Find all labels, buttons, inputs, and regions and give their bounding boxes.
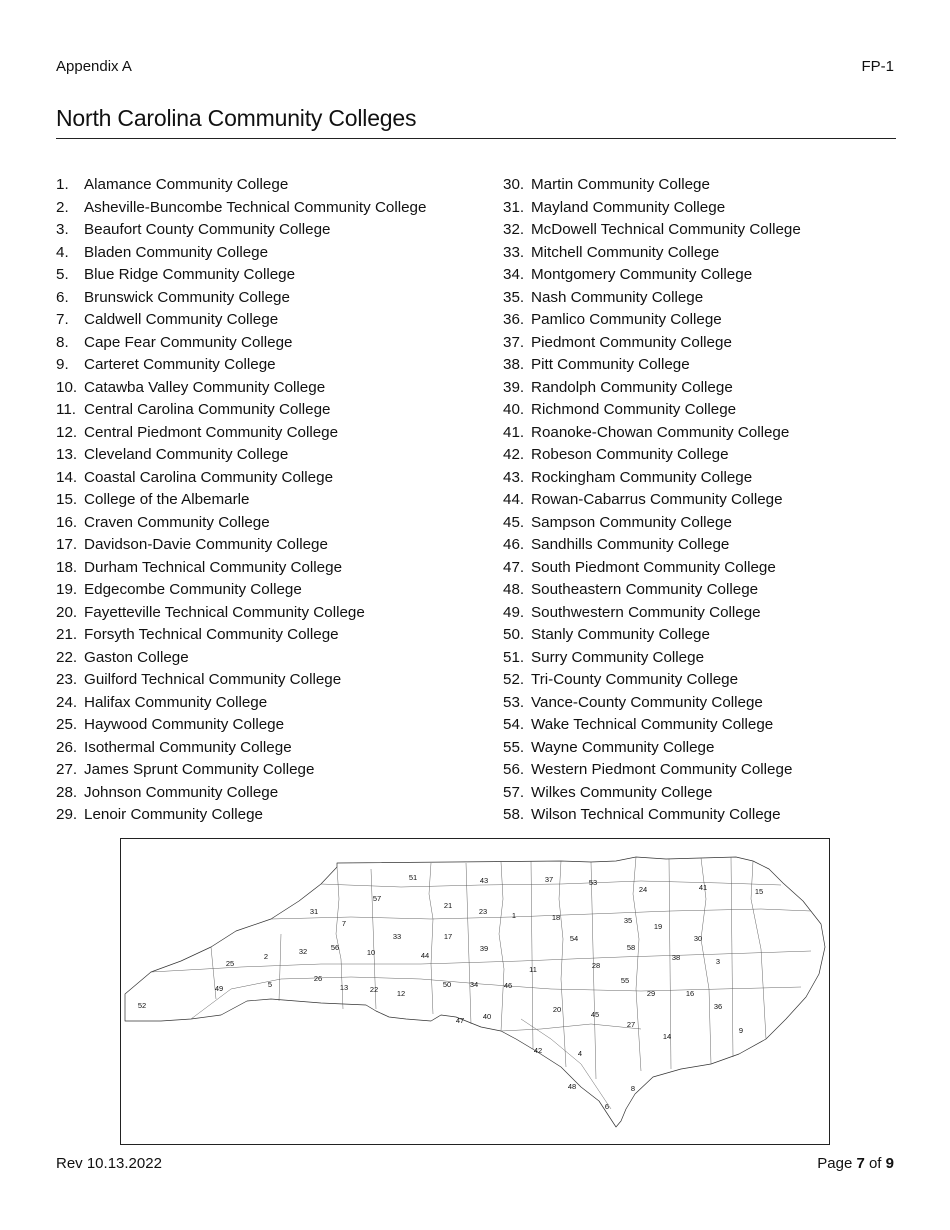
footer-page-number xyxy=(817,1155,894,1172)
college-list-item xyxy=(503,399,801,422)
college-list-item xyxy=(56,309,426,332)
map-region-label: 25 xyxy=(225,959,235,968)
college-number: 53. xyxy=(503,693,525,711)
map-region-label: 34 xyxy=(469,980,479,989)
map-region-label: 43 xyxy=(479,876,489,885)
map-region-label: 54 xyxy=(569,934,579,943)
college-number: 54. xyxy=(503,716,525,733)
college-list-item xyxy=(503,422,801,445)
college-number: 10. xyxy=(56,378,78,396)
college-name: Pamlico Community College xyxy=(531,311,722,328)
map-region-label: 23 xyxy=(478,907,488,916)
college-number: 9. xyxy=(56,356,69,373)
college-number: 48. xyxy=(503,581,525,598)
college-name: Robeson Community College xyxy=(531,446,729,463)
page-prefix: Page xyxy=(817,1155,857,1172)
map-region-label: 17 xyxy=(443,932,453,941)
college-number: 22. xyxy=(56,648,78,666)
map-region-label: 46 xyxy=(503,981,513,990)
college-list-item xyxy=(503,692,801,715)
college-name: College of the Albemarle xyxy=(84,491,250,508)
college-name: Sandhills Community College xyxy=(531,536,730,553)
college-number: 37. xyxy=(503,333,525,351)
college-name: Johnson Community College xyxy=(84,783,279,801)
college-number: 16. xyxy=(56,513,78,531)
college-name: Southeastern Community College xyxy=(531,581,759,598)
college-list-item xyxy=(56,512,426,535)
nc-county-map xyxy=(120,838,830,1145)
college-number: 19. xyxy=(56,581,78,598)
map-region-label: 10 xyxy=(366,948,376,957)
map-region-label: 7 xyxy=(341,919,347,928)
college-name: South Piedmont Community College xyxy=(531,558,776,576)
college-list-item xyxy=(503,309,801,332)
nc-map-svg xyxy=(121,839,829,1144)
college-number: 29. xyxy=(56,806,78,823)
map-region-label: 16 xyxy=(685,989,695,998)
map-region-label: 19 xyxy=(653,922,663,931)
map-region-label: 21 xyxy=(443,901,453,910)
college-list-item xyxy=(56,624,426,647)
page-of: of xyxy=(864,1155,886,1172)
map-region-label: 35 xyxy=(623,916,633,925)
college-name: Coastal Carolina Community College xyxy=(84,468,334,486)
college-number: 40. xyxy=(503,401,525,418)
map-region-label: 12 xyxy=(396,989,406,998)
college-name: Gaston College xyxy=(84,648,189,666)
college-number: 42. xyxy=(503,446,525,463)
map-region-label: 8 xyxy=(630,1084,636,1093)
college-list-item xyxy=(56,669,426,692)
college-name: Craven Community College xyxy=(84,513,270,531)
college-number: 23. xyxy=(56,671,78,688)
map-region-label: 29 xyxy=(646,989,656,998)
college-list-item xyxy=(503,624,801,647)
college-number: 32. xyxy=(503,221,525,238)
page-current: 7 xyxy=(856,1155,865,1172)
college-number: 47. xyxy=(503,558,525,576)
college-list-item xyxy=(503,714,801,737)
college-name: Beaufort County Community College xyxy=(84,221,331,238)
college-number: 12. xyxy=(56,423,78,441)
college-list-item xyxy=(56,737,426,760)
college-list-item xyxy=(503,782,801,805)
college-name: Martin Community College xyxy=(531,176,710,193)
college-number: 3. xyxy=(56,221,69,238)
college-name: Lenoir Community College xyxy=(84,806,263,823)
college-list-item xyxy=(56,174,426,197)
map-region-label: 33 xyxy=(392,932,402,941)
map-region-label: 9 xyxy=(738,1026,744,1035)
college-name: Wilson Technical Community College xyxy=(531,806,781,823)
college-name: Pitt Community College xyxy=(531,356,690,373)
map-region-label: 56 xyxy=(330,943,340,952)
college-list-item xyxy=(56,399,426,422)
college-number: 56. xyxy=(503,761,525,778)
college-name: Edgecombe Community College xyxy=(84,581,302,598)
college-list-item xyxy=(503,602,801,625)
county-borders xyxy=(151,857,811,1109)
map-region-label: 44 xyxy=(420,951,430,960)
college-number: 17. xyxy=(56,536,78,553)
college-list-right xyxy=(503,174,801,827)
college-number: 44. xyxy=(503,491,525,508)
page-total: 9 xyxy=(885,1155,894,1172)
college-list-item xyxy=(56,759,426,782)
college-name: Fayetteville Technical Community College xyxy=(84,603,365,621)
college-name: McDowell Technical Community College xyxy=(531,221,801,238)
map-region-label: 55 xyxy=(620,976,630,985)
map-region-label: 18 xyxy=(551,913,561,922)
college-name: Sampson Community College xyxy=(531,513,732,531)
map-region-label: 53 xyxy=(588,878,598,887)
college-list-item xyxy=(503,759,801,782)
college-name: Randolph Community College xyxy=(531,378,733,396)
college-name: Carteret Community College xyxy=(84,356,276,373)
college-number: 46. xyxy=(503,536,525,553)
map-region-label: 1 xyxy=(511,911,517,920)
college-number: 50. xyxy=(503,626,525,643)
college-number: 31. xyxy=(503,198,525,216)
college-number: 4. xyxy=(56,243,69,261)
map-region-label: 38 xyxy=(671,953,681,962)
map-region-label: 27 xyxy=(626,1020,636,1029)
map-region-label: 58 xyxy=(626,943,636,952)
college-list-item xyxy=(503,354,801,377)
map-region-label: 52 xyxy=(137,1001,147,1010)
college-list-item xyxy=(503,174,801,197)
map-region-label: 5 xyxy=(267,980,273,989)
map-region-label: 26 xyxy=(313,974,323,983)
college-number: 30. xyxy=(503,176,525,193)
college-list-item xyxy=(503,444,801,467)
college-name: Durham Technical Community College xyxy=(84,558,343,576)
college-list-item xyxy=(503,579,801,602)
college-number: 5. xyxy=(56,266,69,283)
college-list-item xyxy=(56,804,426,827)
college-name: Blue Ridge Community College xyxy=(84,266,296,283)
college-name: Mitchell Community College xyxy=(531,243,720,261)
college-name: Nash Community College xyxy=(531,288,704,306)
map-region-label: 4 xyxy=(577,1049,583,1058)
map-region-label: 36 xyxy=(713,1002,723,1011)
college-list-item xyxy=(56,467,426,490)
college-name: Vance-County Community College xyxy=(531,693,763,711)
map-region-label: 14 xyxy=(662,1032,672,1041)
college-number: 34. xyxy=(503,266,525,283)
college-list-item xyxy=(56,242,426,265)
college-list-item xyxy=(56,264,426,287)
college-list-item xyxy=(56,489,426,512)
page-title: North Carolina Community Colleges xyxy=(56,105,417,131)
college-name: Tri-County Community College xyxy=(531,671,739,688)
college-name: Montgomery Community College xyxy=(531,266,753,283)
college-number: 36. xyxy=(503,311,525,328)
college-number: 25. xyxy=(56,716,78,733)
college-number: 58. xyxy=(503,806,525,823)
college-list-item xyxy=(503,669,801,692)
college-number: 52. xyxy=(503,671,525,688)
college-name: Forsyth Technical Community College xyxy=(84,626,339,643)
college-name: Guilford Technical Community College xyxy=(84,671,342,688)
college-number: 33. xyxy=(503,243,525,261)
map-region-label: 6 xyxy=(604,1102,610,1111)
college-name: Caldwell Community College xyxy=(84,311,279,328)
college-name: Central Carolina Community College xyxy=(84,401,331,418)
map-region-label: 3 xyxy=(715,957,721,966)
college-number: 18. xyxy=(56,558,78,576)
college-number: 28. xyxy=(56,783,78,801)
college-number: 45. xyxy=(503,513,525,531)
college-list-item xyxy=(503,534,801,557)
college-list-item xyxy=(56,714,426,737)
state-outline xyxy=(125,857,825,1127)
college-list-item xyxy=(56,534,426,557)
college-number: 15. xyxy=(56,491,78,508)
college-list-item xyxy=(503,264,801,287)
college-name: Bladen Community College xyxy=(84,243,269,261)
college-list-item xyxy=(56,197,426,220)
map-region-label: 47 xyxy=(455,1016,465,1025)
college-number: 7. xyxy=(56,311,69,328)
college-name: Wilkes Community College xyxy=(531,783,713,801)
college-list-item xyxy=(56,782,426,805)
college-number: 49. xyxy=(503,603,525,621)
college-number: 35. xyxy=(503,288,525,306)
college-list-left xyxy=(56,174,426,827)
college-number: 13. xyxy=(56,446,78,463)
college-name: Stanly Community College xyxy=(531,626,710,643)
college-list-item xyxy=(503,197,801,220)
college-name: Western Piedmont Community College xyxy=(531,761,793,778)
map-region-label: 22 xyxy=(369,985,379,994)
college-list-item xyxy=(503,377,801,400)
map-region-label: 31 xyxy=(309,907,319,916)
college-number: 14. xyxy=(56,468,78,486)
map-region-label: 20 xyxy=(552,1005,562,1014)
college-list-item xyxy=(503,287,801,310)
map-region-label: 39 xyxy=(479,944,489,953)
map-region-label: 40 xyxy=(482,1012,492,1021)
college-number: 21. xyxy=(56,626,78,643)
college-number: 8. xyxy=(56,333,69,351)
college-name: Mayland Community College xyxy=(531,198,726,216)
map-region-label: 50 xyxy=(442,980,452,989)
college-list-item xyxy=(56,602,426,625)
map-region-label: 24 xyxy=(638,885,648,894)
map-region-label: 41 xyxy=(698,883,708,892)
college-number: 39. xyxy=(503,378,525,396)
college-list-item xyxy=(503,737,801,760)
college-list-item xyxy=(56,692,426,715)
college-number: 41. xyxy=(503,423,525,441)
college-name: Brunswick Community College xyxy=(84,288,290,306)
college-list-item xyxy=(56,219,426,242)
college-name: Rowan-Cabarrus Community College xyxy=(531,491,783,508)
college-number: 38. xyxy=(503,356,525,373)
college-list-item xyxy=(503,512,801,535)
college-name: Davidson-Davie Community College xyxy=(84,536,328,553)
map-region-label: 2 xyxy=(263,952,269,961)
college-list-item xyxy=(56,557,426,580)
college-name: Halifax Community College xyxy=(84,693,268,711)
college-name: Asheville-Buncombe Technical Community College xyxy=(84,198,427,216)
college-name: Central Piedmont Community College xyxy=(84,423,339,441)
college-list-item xyxy=(56,647,426,670)
college-name: Haywood Community College xyxy=(84,716,285,733)
college-number: 24. xyxy=(56,693,78,711)
college-number: 43. xyxy=(503,468,525,486)
college-number: 51. xyxy=(503,648,525,666)
map-region-label: 45 xyxy=(590,1010,600,1019)
map-region-label: 48 xyxy=(567,1082,577,1091)
college-name: Roanoke-Chowan Community College xyxy=(531,423,790,441)
college-name: Isothermal Community College xyxy=(84,738,292,756)
map-region-label: 11 xyxy=(529,965,537,974)
college-name: Rockingham Community College xyxy=(531,468,753,486)
college-name: Cleveland Community College xyxy=(84,446,289,463)
college-list-item xyxy=(56,579,426,602)
college-name: Wayne Community College xyxy=(531,738,715,756)
college-list-item xyxy=(503,557,801,580)
college-name: Catawba Valley Community College xyxy=(84,378,326,396)
college-number: 6. xyxy=(56,288,69,306)
header-form-code: FP-1 xyxy=(861,58,894,75)
college-number: 55. xyxy=(503,738,525,756)
college-number: 27. xyxy=(56,761,78,778)
college-list-item xyxy=(56,422,426,445)
map-region-label: 37 xyxy=(544,875,554,884)
college-list-item xyxy=(503,467,801,490)
college-name: Southwestern Community College xyxy=(531,603,761,621)
college-name: Wake Technical Community College xyxy=(531,716,774,733)
college-list-item xyxy=(503,219,801,242)
college-name: Cape Fear Community College xyxy=(84,333,293,351)
college-list-item xyxy=(503,804,801,827)
college-name: James Sprunt Community College xyxy=(84,761,315,778)
college-list-item xyxy=(503,489,801,512)
college-list-item xyxy=(56,354,426,377)
college-name: Piedmont Community College xyxy=(531,333,732,351)
college-name: Surry Community College xyxy=(531,648,705,666)
college-number: 20. xyxy=(56,603,78,621)
college-list-item xyxy=(503,647,801,670)
college-list-item xyxy=(56,444,426,467)
map-region-label: 30 xyxy=(693,934,703,943)
map-region-label: 15 xyxy=(754,887,764,896)
college-number: 57. xyxy=(503,783,525,801)
college-name: Richmond Community College xyxy=(531,401,737,418)
college-list-item xyxy=(56,287,426,310)
college-number: 2. xyxy=(56,198,69,216)
college-number: 1. xyxy=(56,176,69,193)
college-list-item xyxy=(56,377,426,400)
title-divider xyxy=(56,138,896,139)
college-list-item xyxy=(503,332,801,355)
map-region-label: 13 xyxy=(339,983,349,992)
college-list-item xyxy=(56,332,426,355)
map-region-label: 51 xyxy=(408,873,418,882)
footer-revision: Rev 10.13.2022 xyxy=(56,1155,162,1172)
map-region-label: 57 xyxy=(372,894,382,903)
college-list-item xyxy=(503,242,801,265)
map-region-label: 42 xyxy=(533,1046,543,1055)
college-number: 26. xyxy=(56,738,78,756)
college-number: 11. xyxy=(56,401,76,418)
map-region-label: 49 xyxy=(214,984,224,993)
map-region-label: 32 xyxy=(298,947,308,956)
college-name: Alamance Community College xyxy=(84,176,289,193)
map-region-label: 28 xyxy=(591,961,601,970)
header-appendix-label: Appendix A xyxy=(56,58,132,75)
